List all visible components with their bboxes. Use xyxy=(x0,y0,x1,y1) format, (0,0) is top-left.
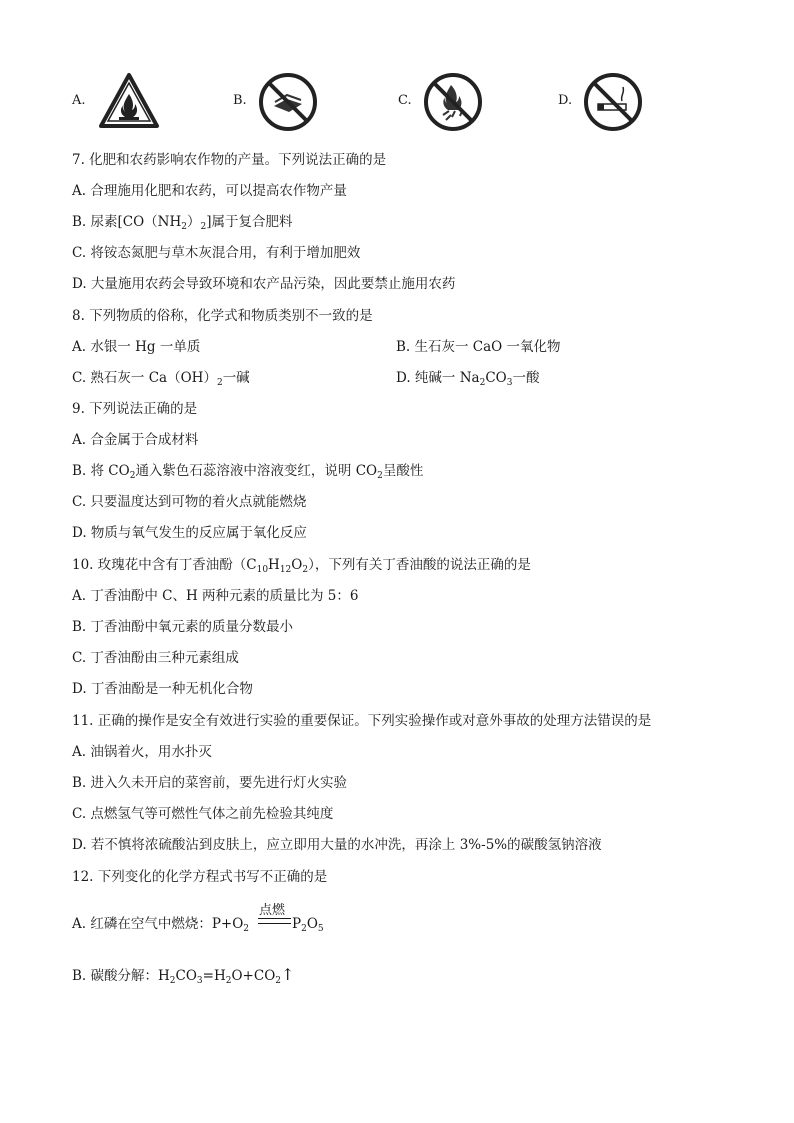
q10-option-b: B. 丁香油酚中氧元素的质量分数最小 xyxy=(72,619,294,635)
q10-stem: 10. 玫瑰花中含有丁香油酚$(C_{10}H_{12}O_2)$，下列有关丁香油酸的说法正确的是 xyxy=(72,557,531,575)
q12-equals-sign xyxy=(258,918,291,924)
q11-stem: 11. 正确的操作是安全有效进行实验的重要保证。下列实验操作或对意外事故的处理方法错误的是 xyxy=(72,713,652,729)
q9-option-b: B. 将 $CO_2$通入紫色石蕊溶液中溶液变红，说明 $CO_2$呈酸性 xyxy=(72,463,424,481)
q9-option-d: D. 物质与氧气发生的反应属于氧化反应 xyxy=(72,525,307,541)
no-book-icon xyxy=(257,71,319,133)
q12-stem: 12. 下列变化的化学方程式书写不正确的是 xyxy=(72,869,328,885)
q9-stem: 9. 下列说法正确的是 xyxy=(72,401,198,417)
q11-option-d: D. 若不慎将浓硫酸沾到皮肤上，应立即用大量的水冲洗，再涂上 3%-5%的碳酸氢钠溶液 xyxy=(72,837,602,853)
q12-reaction-condition: 点燃 xyxy=(259,903,286,918)
option-d-label: D. xyxy=(558,93,573,108)
q9-option-c: C. 只要温度达到可物的着火点就能燃烧 xyxy=(72,494,307,510)
q12-option-b: B. 碳酸分解：$H_2CO_3=H_2O+CO_2↑$ xyxy=(72,965,295,986)
option-a-label: A. xyxy=(72,93,86,108)
q12-option-a-products: $P_2O_5$ xyxy=(292,916,324,934)
q11-option-c: C. 点燃氢气等可燃性气体之前先检验其纯度 xyxy=(72,806,334,822)
q7-option-c: C. 将铵态氮肥与草木灰混合用，有利于增加肥效 xyxy=(72,245,361,261)
q8-option-c: C. 熟石灰一 $Ca(OH)_2$一碱 xyxy=(72,370,250,388)
no-smoking-icon xyxy=(582,71,644,133)
no-flame-icon xyxy=(422,71,484,133)
q7-stem: 7. 化肥和农药影响农作物的产量。下列说法正确的是 xyxy=(72,152,387,168)
q8-stem: 8. 下列物质的俗称，化学式和物质类别不一致的是 xyxy=(72,308,373,324)
flammable-warning-icon xyxy=(98,72,160,130)
q8-option-d: D. 纯碱一 $Na_2CO_3$一酸 xyxy=(396,370,540,388)
q7-option-d: D. 大量施用农药会导致环境和农产品污染，因此要禁止施用农药 xyxy=(72,276,456,292)
option-c-label: C. xyxy=(398,93,412,108)
q12-option-a-reactants: A. 红磷在空气中燃烧：$P+O_2$ xyxy=(72,916,250,934)
q11-option-b: B. 进入久未开启的菜窖前，要先进行灯火实验 xyxy=(72,775,348,791)
q7-option-a: A. 合理施用化肥和农药，可以提高农作物产量 xyxy=(72,183,347,199)
q8-option-b: B. 生石灰一 CaO 一氧化物 xyxy=(396,339,561,355)
q11-option-a: A. 油锅着火，用水扑灭 xyxy=(72,744,212,760)
gas-arrow-icon: ↑ xyxy=(281,965,295,984)
q7-option-b: B. 尿素$[CO(NH_2)_2]$属于复合肥料 xyxy=(72,214,293,232)
q8-option-a: A. 水银一 Hg 一单质 xyxy=(72,339,201,355)
option-b-label: B. xyxy=(233,93,247,108)
q10-option-c: C. 丁香油酚由三种元素组成 xyxy=(72,650,239,666)
q10-option-a: A. 丁香油酚中 C、H 两种元素的质量比为 5：6 xyxy=(72,588,359,604)
q10-option-d: D. 丁香油酚是一种无机化合物 xyxy=(72,681,253,697)
q9-option-a: A. 合金属于合成材料 xyxy=(72,432,199,448)
